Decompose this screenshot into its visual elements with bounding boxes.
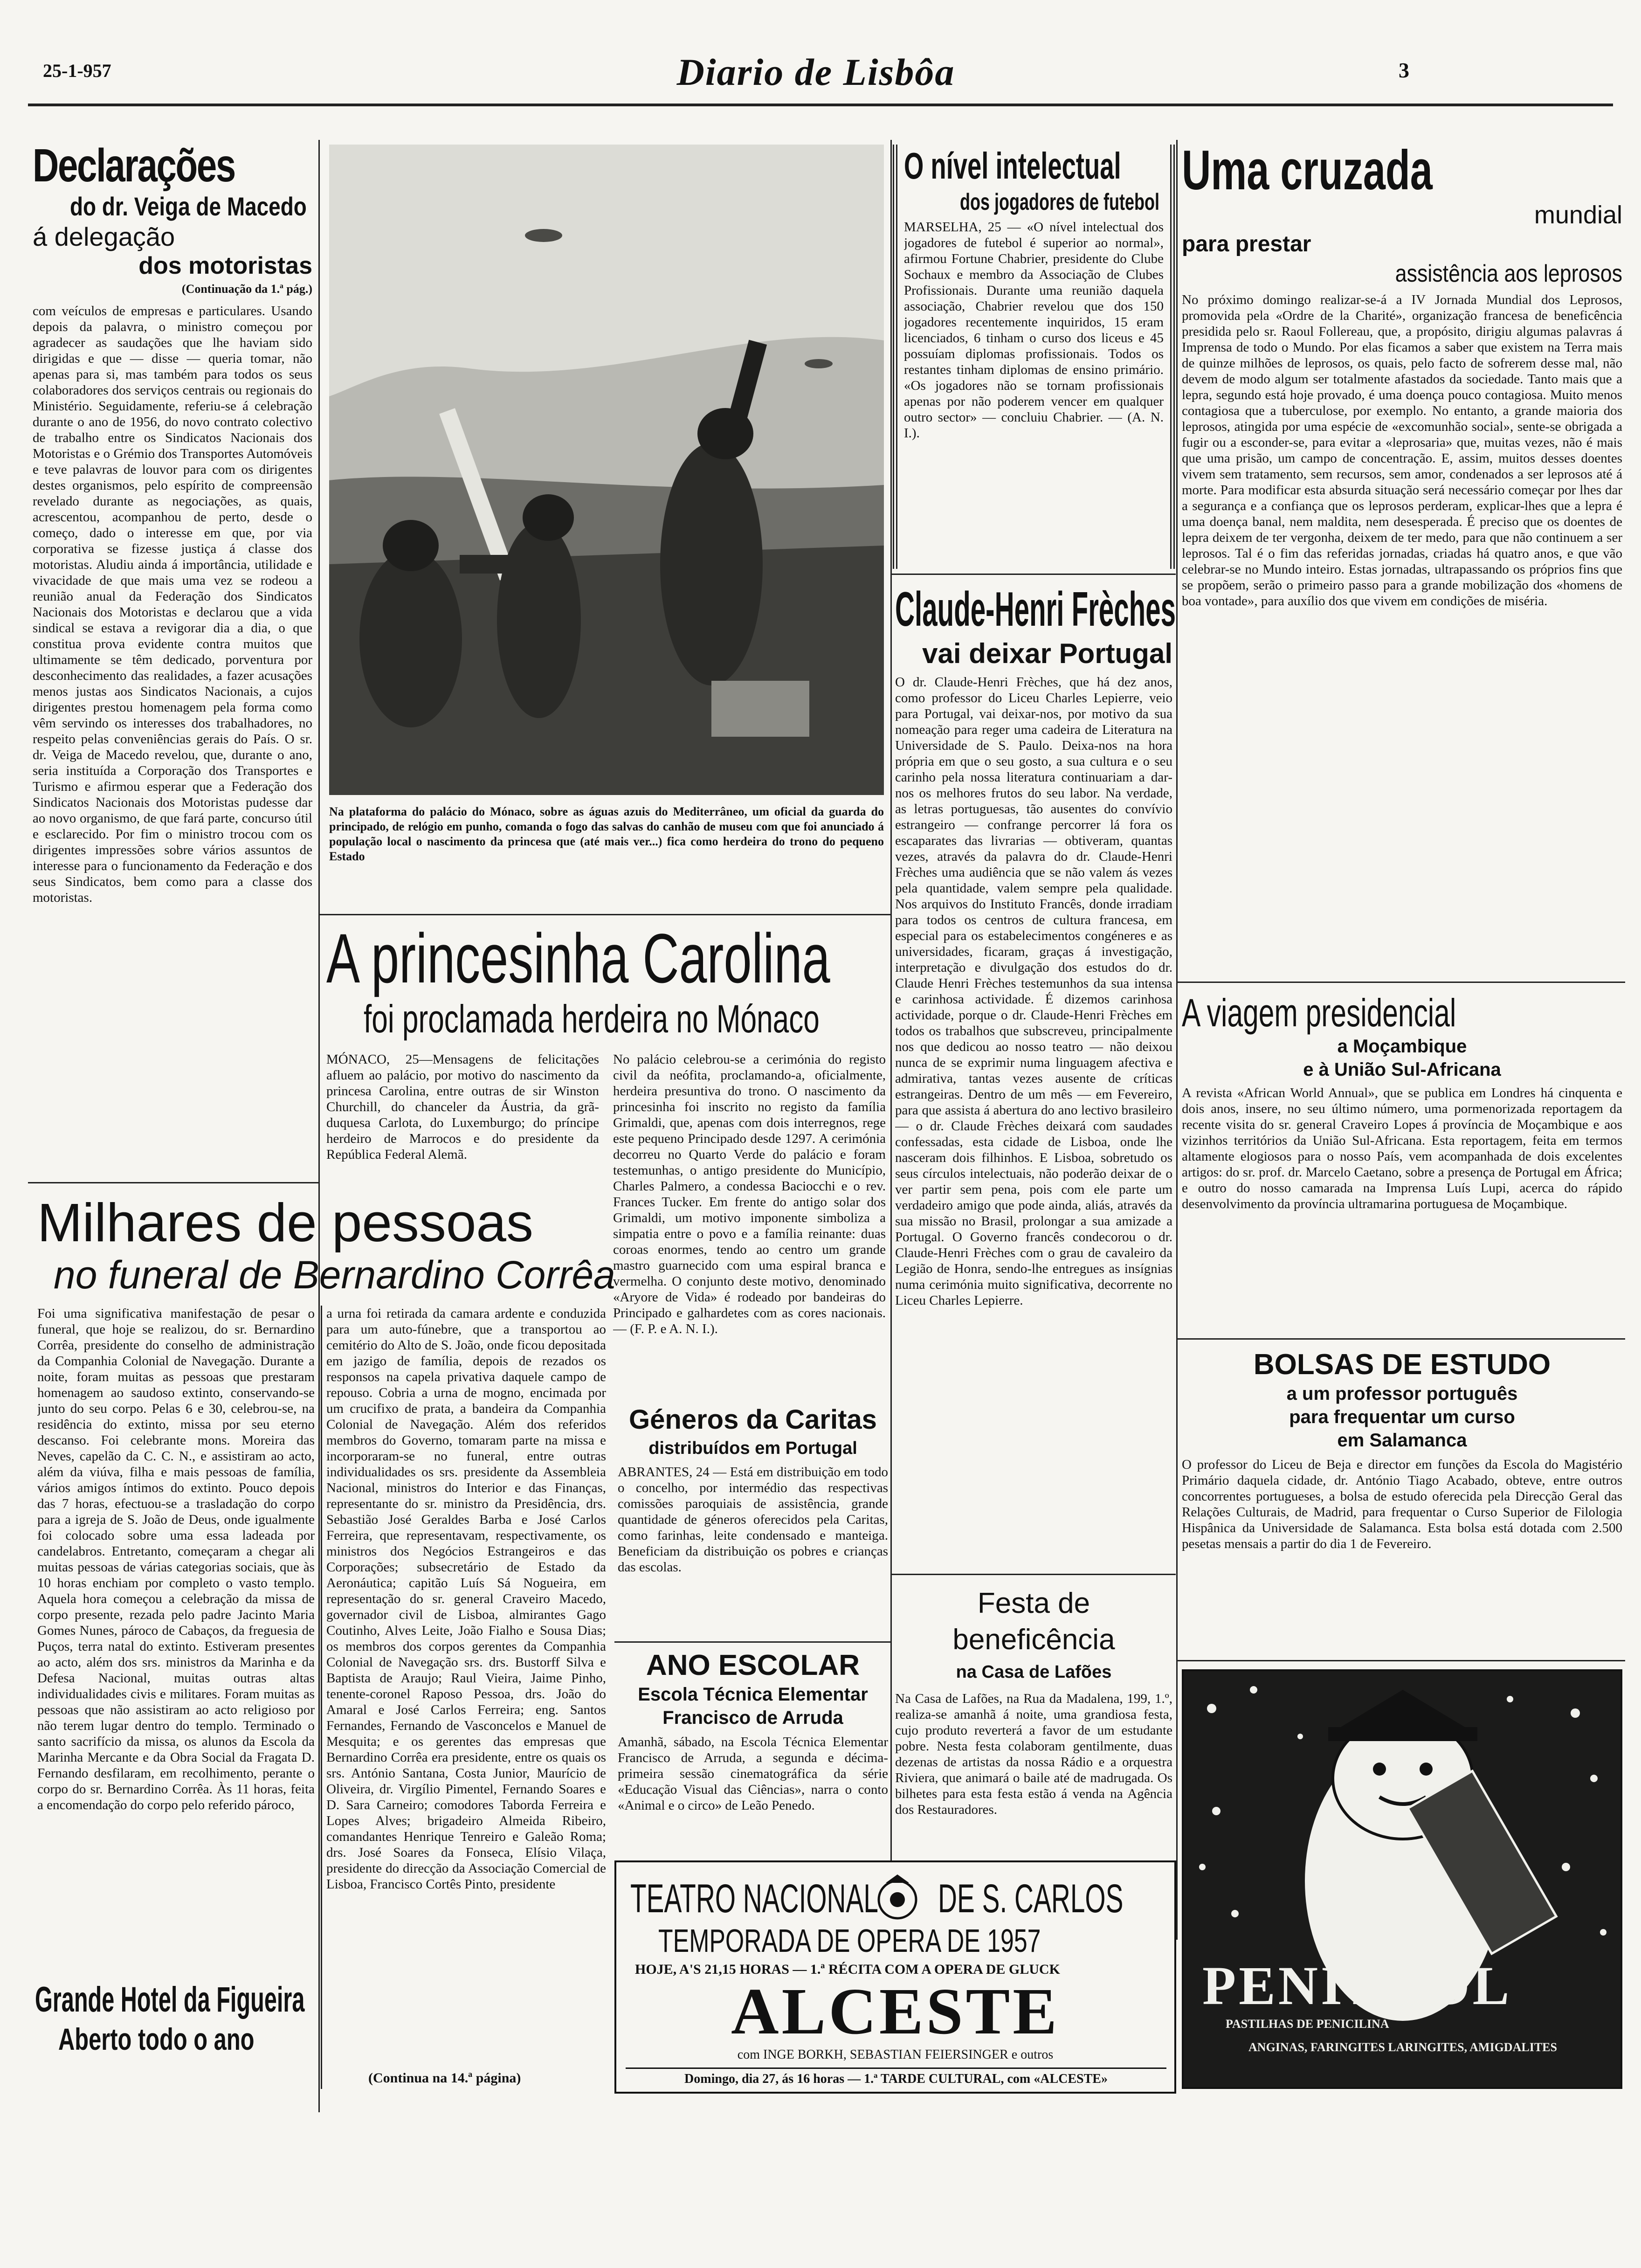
subheadline: vai deixar Portugal bbox=[922, 638, 1172, 669]
theater-ad-season: TEMPORADA DE OPERA DE 1957 bbox=[658, 1922, 1041, 1959]
article-bolsas bbox=[1182, 1348, 1622, 1655]
subheadline: do dr. Veiga de Macedo bbox=[70, 192, 307, 221]
headline: BOLSAS DE ESTUDO bbox=[1253, 1348, 1551, 1381]
section-rule bbox=[318, 914, 890, 915]
headline: O nível intelectual bbox=[904, 145, 1121, 187]
section-rule bbox=[1178, 982, 1625, 983]
theater-ad bbox=[614, 1860, 1176, 2094]
article-body-col2: No palácio celebrou-se a cerimónia do registo civil da neófita, proclamando-a, oficialmente, herdeira presuntiva do trono. O nascimento da princesinha foi inscrito no registo da família Grimaldi, que, apenas com dois interregnos, rege este pequeno Principado desde 1297. A cerimónia decorreu no Quarto Verde do palácio e foram testemunhas, o antigo presidente do Município, Charles Palmero, a condessa Baciocchi e o rev. Frances Tucker. Em frente do antigo solar dos Grimaldi, um motivo imponente simboliza a simpatia entre o povo e a família reinante: duas coroas enormes, tendo ao centro um grande mastro guarnecido com uma espiral branca e vermelha. O conjunto deste motivo, denominado «Aryore de Vida» é rodeado por bandeiras do Principado e galhardetes com as cores nacionais. — (F. P. e A. N. I.). bbox=[613, 1052, 886, 1336]
subheadline: a Moçambique bbox=[1337, 1036, 1467, 1057]
penitrol-ad-brand: PENITROL bbox=[1202, 1955, 1512, 2016]
issue-date: 25-1-957 bbox=[43, 60, 111, 81]
newspaper-title: Diario de Lisbôa bbox=[676, 51, 955, 93]
article-body: Amanhã, sábado, na Escola Técnica Elementar Francisco de Arruda, a segunda e décima-primeira sessão cinematográfica da série «Educação Visual das Ciências», narra o conto «Animal e o circo» de Leão Penedo. bbox=[618, 1735, 888, 1813]
article-body: com veículos de empresas e particulares. Usando depois da palavra, o ministro começou por agradecer as saudações que lhe haviam sido dirigidas e que — disse — queria tomar, não apenas para si, mas também para todos os seus colaboradores dos serviços centrais ou regionais do Ministério. Seguidamente, referiu-se á celebração durante o ano de 1956, do novo contrato colectivo de trabalho entre os Sindicatos Nacionais dos Motoristas e o Grémio dos Transportes Automóveis e teve palavras de louvor para com os dirigentes destes organismos, pelo espírito de compreensão revelado durante as negociações, as quais, acrescentou, acompanhou de perto, desde o começo, dado o interesse em que, por via corporativa se fizesse justiça á classe dos motoristas. Aludiu ainda á importância, utilidade e vivacidade de que mais uma vez se rodeou a reunião anual da Federação dos Sindicatos Nacionais dos Motoristas e declarou que a vida sindical se estava a revigorar dia a dia, o que constitua prova evidente contra muitos que ultimamente se têm dedicado, porventura por desconhecimento das realidades, a fazer acusações menos justas aos Sindicatos Nacionais, a cujos dirigentes prestou homenagem pela forma como vêm servindo os interesses dos trabalhadores, no respeito pelas conveniências gerais do País. O sr. dr. Veiga de Macedo revelou, que, durante o ano, seria instituída a Corporação dos Transportes e Turismo e afirmou esperar que a Federação dos Sindicatos Nacionais dos Motoristas pudesse dar ao novo organismo, de que fará parte, concurso útil e esclarecido. Por fim o ministro trocou com os dirigentes impressões sobre vários assuntos de interesse para o funcionamento da Federação e dos seus Sindicatos, bem como para a classe dos motoristas. bbox=[33, 304, 312, 905]
article-body: O dr. Claude-Henri Frèches, que há dez anos, como professor do Liceu Charles Lepierre, veio para Portugal, vai deixar-nos, por motivo da sua nomeação para reger uma cadeira de Literatura na Universidade de S. Paulo. Deixa-nos na hora própria em que o seu gosto, a sua cultura e o seu carinho pela nossa literatura continuariam a dar-nos os melhores frutos do seu labor. Na verdade, as letras portuguesas, tão ausentes do convívio estrangeiro — confrange percorrer lá fora os escaparates das livrarias — obtiveram, quantas vezes, através da palavra do dr. Claude-Henri Frèches uma audiência que se não valem ás vezes pela quantidade, valem sempre pela qualidade. Nos arquivos do Instituto Francês, donde irradiam para todos os centros de cultura francesa, em especial para os estabelecimentos congéneres e as universidades, ficaram, graças á investigação, interpretação e divulgação dos estudos do dr. Claude Henri Frèches testemunhos da sua intensa e carinhosa actividade. É dizemos carinhosa actividade, porque o dr. Claude-Henri Frèches em todos os trabalhos que subscreveu, principalmente nos que dedicou ao nosso teatro — não deixou nunca de se exprimir numa linguagem afectiva e admirativa, tantas vezes ausente de críticas estrangeiras. Dentro de um mês — em Fevereiro, para que assista á abertura do ano lectivo brasileiro — o dr. Claude Frèches deixará com saudades confessadas, esta cidade de Lisboa, onde lhe nasceram dois filhinhos. E Lisboa, sobretudo os seus círculos intelectuais, não poderão deixar de o ver partir sem pena, pois com ele parte um verdadeiro amigo que pode ainda, aliás, através da sua missão no Brasil, prolongar a sua amizade a Portugal. O Governo francês condecorou o dr. Claude-Henri Frèches com o grau de cavaleiro da Legião de Honra, sendo-lhe entregues as insígnias numa cerimónia muito significativa, decorrente no Liceu Charles Lepierre. bbox=[895, 675, 1172, 1308]
photo-illustration bbox=[329, 145, 884, 795]
subheadline: na Casa de Lafões bbox=[956, 1662, 1112, 1682]
subheadline: dos jogadores de futebol bbox=[960, 189, 1160, 215]
masthead bbox=[0, 0, 1641, 93]
theater-ad-sunday: Domingo, dia 27, ás 16 horas — 1.ª TARDE CULTURAL, com «ALCESTE» bbox=[626, 2067, 1166, 2088]
headline: Claude-Henri Frèches bbox=[895, 582, 1176, 636]
subheadline: assistência aos leprosos bbox=[1395, 260, 1622, 287]
article-cruzada bbox=[1182, 140, 1622, 979]
article-body: ABRANTES, 24 — Está em distribuição em todo o concelho, por intermédio das respectivas comissões paroquiais de assistência, grande quantidade de géneros oferecidos pela Caritas, como farinhas, leite condensado e manteiga. Beneficiam da distribuição os pobres e crianças das escolas. bbox=[618, 1465, 888, 1575]
article-nivel bbox=[893, 145, 1175, 569]
subheadline: a um professor português bbox=[1286, 1383, 1518, 1404]
masthead-rule bbox=[28, 104, 1613, 106]
hotel-ad-tagline: Aberto todo o ano bbox=[58, 2022, 255, 2056]
article-body: Na Casa de Lafões, na Rua da Madalena, 199, 1.º, realiza-se amanhã á noite, uma grandiosa festa, cujo produto reverterá a favor de um estudante pobre. Nesta festa colaboram gentilmente, duas dezenas de artistas da nossa Rádio e a orquestra Riviera, que animará o baile até de madrugada. Os bilhetes para esta festa estão á venda na Agência dos Restauradores. bbox=[895, 1691, 1172, 1817]
headline: Uma cruzada bbox=[1182, 139, 1433, 201]
theater-ad-cast: com INGE BORKH, SEBASTIAN FEIERSINGER e outros bbox=[737, 2047, 1054, 2062]
continuation-note: (Continuação da 1.ª pág.) bbox=[181, 282, 312, 296]
section-rule bbox=[891, 1574, 1176, 1575]
subheadline: em Salamanca bbox=[1337, 1430, 1467, 1451]
article-body: A revista «African World Annual», que se publica em Londres há cinquenta e dois anos, insere, no seu último número, uma pormenorizada reportagem da recente visita do sr. general Craveiro Lopes á província de Moçambique e aos vizinhos territórios da União Sul-Africana. Esta reportagem, feita em termos altamente elogiosos para o nosso País, vem acompanhada de dois excelentes artigos: do sr. prof. dr. Marcelo Caetano, sobre a presença de Portugal em África; e outro do nosso camarada na Imprensa Luís Lupi, acerca do rápido desenvolvimento da província ultramarina portuguesa de Moçambique. bbox=[1182, 1086, 1622, 1211]
article-ano-escolar bbox=[618, 1648, 888, 1853]
article-viagem bbox=[1182, 991, 1622, 1336]
hotel-ad bbox=[35, 1979, 319, 2096]
headline: Géneros da Caritas bbox=[629, 1404, 877, 1435]
article-caritas bbox=[618, 1404, 888, 1655]
section-rule bbox=[1178, 1660, 1625, 1661]
theater-ad-today: HOJE, A'S 21,15 HORAS — 1.ª RÉCITA COM A OPERA DE GLUCK bbox=[635, 1962, 1060, 1977]
subheadline: no funeral de Bernardino Corrêa bbox=[54, 1253, 615, 1297]
headline: Declarações bbox=[33, 139, 235, 192]
section-rule bbox=[28, 1182, 318, 1183]
column-rule bbox=[890, 140, 892, 1940]
article-body: MARSELHA, 25 — «O nível intelectual dos jogadores de futebol é superior ao normal», afirmou Fortune Chabrier, presidente do Clube Sochaux e membro da Associação de Clubes Profissionais. Durante uma reunião daquela associação, Chabrier revelou que dos 150 jogadores recentemente inquiridos, 15 eram licenciados, 6 tinham o curso dos liceus e 45 possuíam diplomas profissionais. Todos os restantes tinham diplomas de ensino primário. «Os jogadores não se tornam profissionais apenas por não poderem vencer em qualquer outro sector» — concluiu Chabrier. — (A. N. I.). bbox=[904, 220, 1164, 441]
article-body-col2: a urna foi retirada da camara ardente e conduzida para um auto-fúnebre, que a transportou ao cemitério do Alto de S. João, onde ficou depositada em jazigo de família, depois de rezados os responsos na capela privativa daquele campo de repouso. Cobria a urna de mogno, encimada por um crucifixo de prata, a bandeira da Companhia Colonial de Navegação. Além dos referidos membros do Governo, tomaram parte na missa e incorporaram-se no funeral, entre outras individualidades os srs. presidente da Assembleia Nacional, ministros do Interior e das Finanças, representante do sr. ministro da Presidência, drs. Sebastião José Geraldes Barba e José Carlos Ferreira, que representavam, respectivamente, os ministros dos Negócios Estrangeiros e das Corporações; subsecretário de Estado da Aeronáutica; capitão Luís Sá Nogueira, em representação do sr. general Craveiro Macedo, governador civil de Lisboa, almirantes Gago Coutinho, Alves Leite, João Fialho e Sousa Dias; os membros dos corpos gerentes da Companhia Colonial de Navegação srs. drs. Bustorff Silva e Baptista de Araujo; Raul Vieira, Jaime Pinho, tenente-coronel Raposo Pessoa, drs. João do Amaral e José Carlos Ferreira; eng. Santos Fernandes, Fernando de Vasconcelos e Manuel de Mesquita; e os gerentes das empresas que Bernardino Corrêa era presidente, entre os quais os srs. António Santana, Costa Junior, Maurício de Oliveira, dr. Virgílio Pimentel, Fernando Soares e D. Sara Carneiro; comodores Taborda Ferreira e Lopes Alves; brigadeiro Almeida Ribeiro, comandantes Henrique Tenreiro e Galeão Roma; drs. José Soares da Fonseca, Elísio Vilaça, presidente do direcção da Associação Comercial de Lisboa, Francisco Cortês Pinto, presidente bbox=[326, 1306, 606, 1892]
subheadline: e à União Sul-Africana bbox=[1303, 1059, 1501, 1080]
crest-icon bbox=[872, 1872, 923, 1923]
penitrol-ad bbox=[1182, 1669, 1622, 2089]
subheadline: á delegação bbox=[33, 222, 175, 251]
theater-ad-name-left: TEATRO NACIONAL bbox=[630, 1876, 878, 1921]
hotel-ad-name: Grande Hotel da Figueira bbox=[35, 1980, 305, 2019]
subheadline: para frequentar um curso bbox=[1289, 1407, 1515, 1427]
article-body: No próximo domingo realizar-se-á a IV Jornada Mundial dos Leprosos, promovida pela «Ordre de la Charité», organização francesa de beneficência presidida pelo sr. Raoul Follereau, que, a propósito, dirigiu algumas palavras á Imprensa de todo o Mundo. Por elas ficamos a saber que existem na Terra mais de quinze milhões de leprosos, os quais, pelo facto de sofrerem desse mal, não devem de modo algum ser totalmente afastados da sociedade. Tanto mais que a lepra, segundo está hoje provado, é uma doença pouco contagiosa. Muito menos contagiosa que a tuberculose, por exemplo. No entanto, a grande maioria dos leprosos, atingida por uma espécie de «excomunhão social», sente-se obrigada a fugir ou a esconder-se, para evitar a «leprosaria» que, muitas vezes, não é mais que uma prisão, um campo de concentração. E, assim, muitos desses doentes vivem sem tratamento, sem recursos, sem amor, condenados a ser leprosos até á morte. Para modificar esta absurda situação será necessário começar por lhes dar a segurança e a confiança que os leprosos perderam, explicar-lhes que a lepra é uma doença banal, nem maldita, nem desesperada. É preciso que os doentes de lepra deixem de ter vergonha, deixem de ter medo, para que não continuem a ser leprosos. Tal é o fim das referidas jornadas, criadas há quatro anos, e que vão celebrar-se no Mundo inteiro. Estas jornadas, ultrapassando os próprios fins que se propõem, serão o primeiro passo para a grande mobilização dos «homens de boa vontade», para auxílio dos que vivem em condições de miséria. bbox=[1182, 292, 1622, 608]
subheadline: Escola Técnica Elementar Francisco de Arruda bbox=[638, 1684, 868, 1728]
photo-caption: Na plataforma do palácio do Mónaco, sobre as águas azuis do Mediterrâneo, um oficial da guarda do principado, de relógio em punho, comanda o fogo das salvas do canhão de museu com que foi anunciado á população local o nascimento da princesa que (até mais ver...) fica como herdeira do trono do pequeno Estado bbox=[329, 805, 884, 863]
continuation-note: (Continua na 14.ª página) bbox=[368, 2070, 521, 2086]
penitrol-ad-tagline: PASTILHAS DE PENICILINA bbox=[1226, 2017, 1389, 2031]
headline: A viagem presidencial bbox=[1182, 991, 1456, 1035]
column-rule bbox=[1176, 140, 1178, 1940]
page-number: 3 bbox=[1399, 58, 1409, 82]
subheadline: para prestar bbox=[1182, 232, 1311, 256]
article-body-col1: MÓNACO, 25—Mensagens de felicitações afluem ao palácio, por motivo do nascimento da princesa Carolina, entre outras de sir Winston Churchill, do chanceler da Áustria, da grã-duquesa Carlota, do Luxemburgo; do príncipe herdeiro de Marrocos e do presidente da República Federal Alemã. bbox=[326, 1052, 599, 1162]
subheadline: distribuídos em Portugal bbox=[648, 1438, 857, 1458]
article-freches bbox=[895, 582, 1176, 1567]
article-body-col1: Foi uma significativa manifestação de pesar o funeral, que hoje se realizou, do sr. Bernardino Corrêa, presidente do conselho de administração da Companhia Colonial de Navegação. Durante a noite, foram muitas as pessoas que prestaram homenagem ao saudoso extinto, conservando-se junto do seu corpo. Pelas 6 e 30, celebrou-se, na residência do extinto, missa por seu eterno descanso. Foi celebrante mons. Moreira das Neves, capelão da C. C. N., e assistiram ao acto, além da viúva, filha e mais pessoas de família, vários amigos íntimos do extinto. Pouco depois das 7 horas, efectuou-se a trasladação do corpo para a igreja de S. João de Deus, onde igualmente foi colocado sobre uma essa ladeada por candelabros. Entretanto, começaram a chegar ali muitas pessoas de várias categorias sociais, que às 10 horas enchiam por completo o vasto templo. Aquela hora começou a celebração da missa de corpo presente, rezada pelo padre Jacinto Maria Gomes Nunes, pároco de Cabaços, da freguesia de Puços, terra natal do extinto. Estiveram presentes ao acto, além dos srs. ministros da Marinha e da Defesa Nacional, muitas outras altas individualidades civis e militares. Foram muitas as pessoas que não assistiram ao acto religioso por não terem lugar dentro do templo. Terminado o santo sacrifício da missa, os alunos da Escola da Marinha Mercante e da Obra Social da Fragata D. Fernando desfilaram, em recolhimento, perante o corpo do sr. Bernardino Corrêa. Às 11 horas, feita a encomendação do corpo pelo referido pároco, bbox=[37, 1306, 315, 1812]
headline: ANO ESCOLAR bbox=[646, 1649, 860, 1681]
subheadline: dos motoristas bbox=[138, 252, 312, 279]
headline: Milhares de pessoas bbox=[37, 1192, 533, 1253]
subheadline: foi proclamada herdeira no Mónaco bbox=[364, 997, 820, 1041]
theater-ad-opera-title: ALCESTE bbox=[731, 1974, 1060, 2048]
monaco-photo bbox=[329, 145, 884, 795]
headline: Festa de beneficência bbox=[952, 1587, 1115, 1656]
theater-ad-name-right: DE S. CARLOS bbox=[938, 1876, 1124, 1921]
article-body: O professor do Liceu de Beja e director em funções da Escola do Magistério Primário daquela cidade, dr. António Tiago Acabado, obteve, entre outros concorrentes portugueses, a bolsa de estudo oferecida pela Direcção Geral das Relações Culturais, de Madrid, para frequentar o Curso Superior de Filologia Hispânica da Universidade de Salamanca. Esta bolsa está dotada com 2.500 pesetas mensais a partir do dia 1 de Fevereiro. bbox=[1182, 1457, 1622, 1551]
section-rule bbox=[1178, 1338, 1625, 1340]
column-rule bbox=[321, 1306, 322, 2089]
article-milhares bbox=[37, 1192, 615, 2089]
article-festa bbox=[895, 1585, 1172, 1856]
article-declaracoes bbox=[33, 140, 312, 1177]
section-rule bbox=[614, 1641, 890, 1643]
subheadline: mundial bbox=[1534, 201, 1622, 229]
penitrol-ad-indications: ANGINAS, FARINGITES LARINGITES, AMIGDALITES bbox=[1248, 2040, 1557, 2054]
headline: A princesinha Carolina bbox=[326, 919, 830, 997]
section-rule bbox=[891, 574, 1176, 575]
